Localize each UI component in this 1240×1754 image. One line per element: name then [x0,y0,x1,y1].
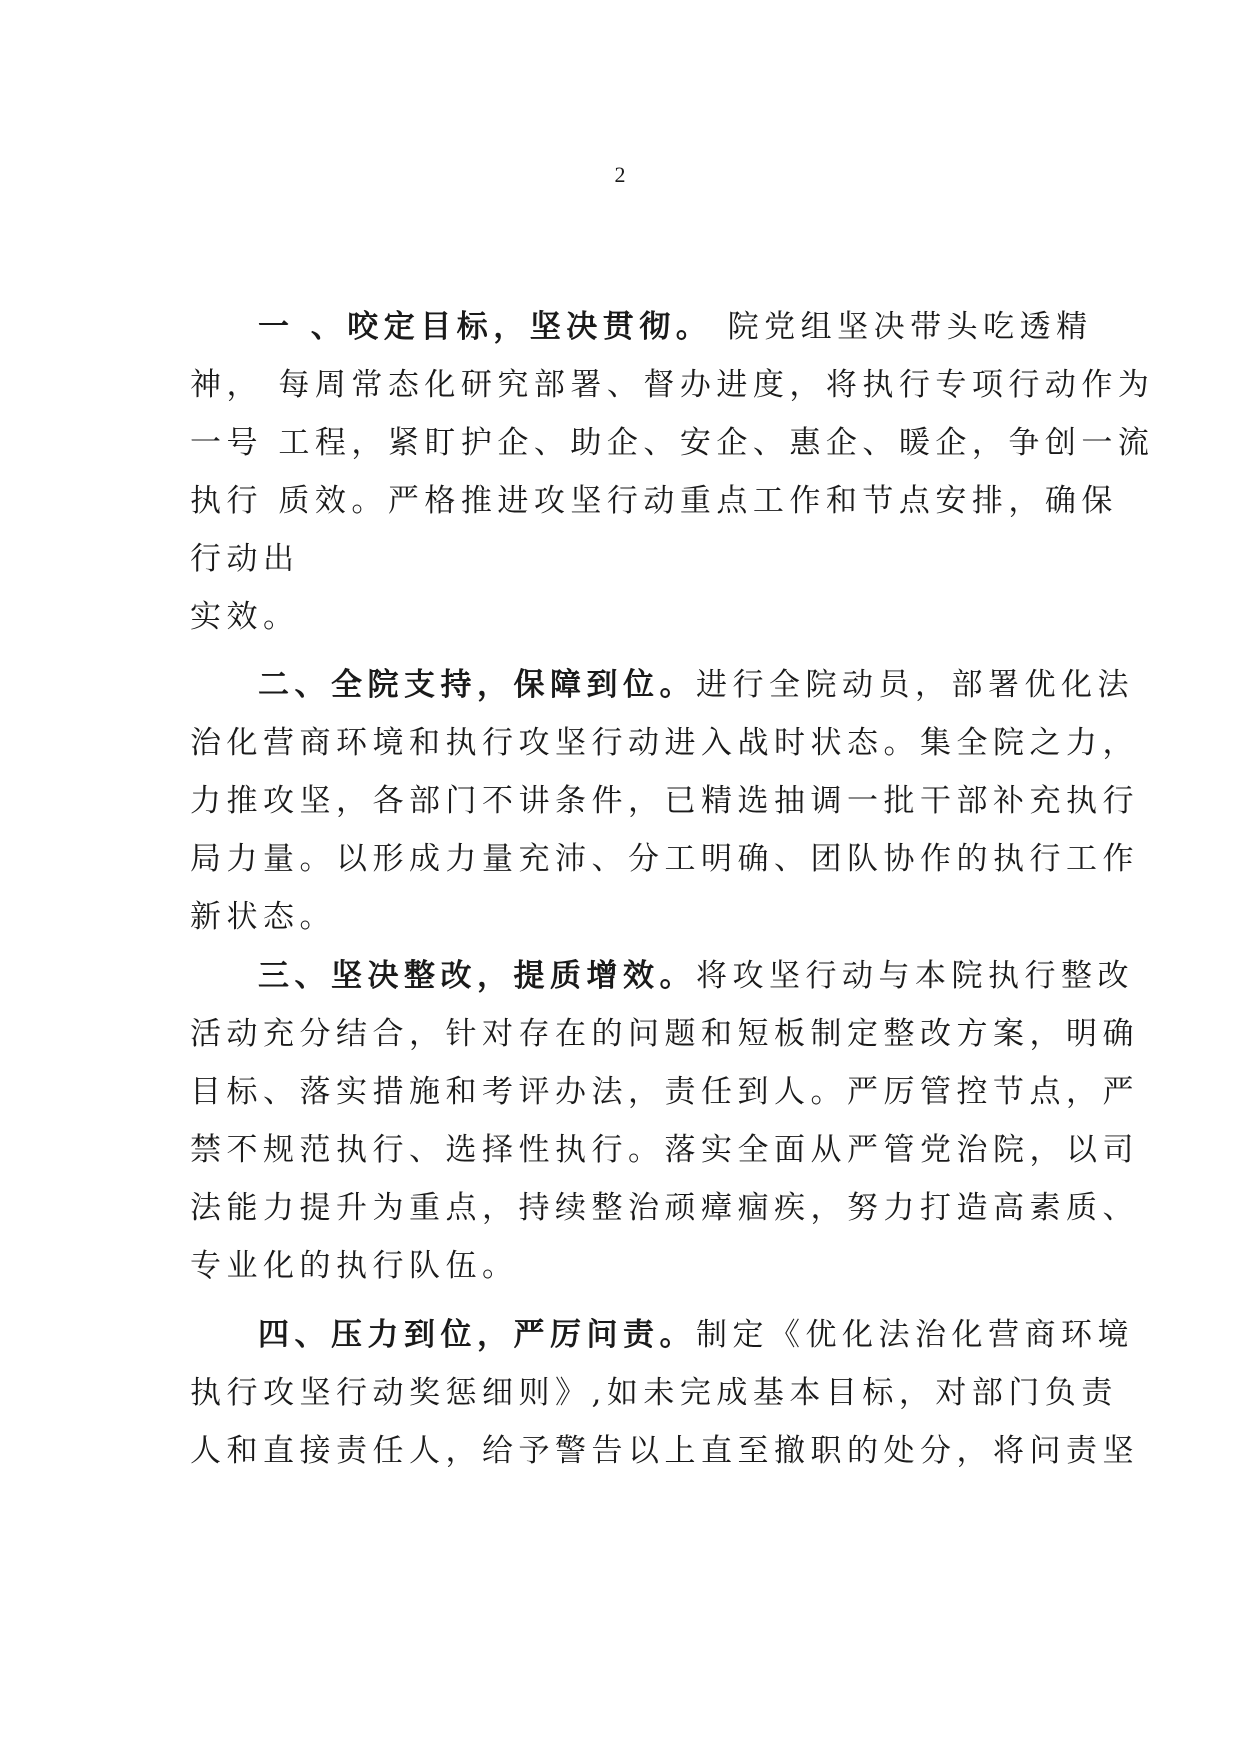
section-1-line-6: 实效。 [190,599,300,635]
section-4-line-1 [190,1306,1134,1364]
section-4-text: 制定《优化法治化营商环境 [696,1317,1134,1353]
section-1-line-5: 行动出 [190,541,300,577]
section-1-line-2: 神， 每周常态化研究部署、督办进度，将执行专项行动作为 [190,367,1155,403]
section-2-line-2: 治化营商环境和执行攻坚行动进入战时状态。集全院之力， [190,725,1139,761]
page-number: 2 [614,162,626,187]
section-4-heading: 四、压力到位，严厉问责。 [258,1317,696,1353]
section-2-text: 进行全院动员，部署优化法 [696,667,1134,703]
section-2-heading: 二、全院支持，保障到位。 [258,667,696,703]
section-3-line-3: 目标、落实措施和考评办法，责任到人。严厉管控节点，严 [190,1074,1139,1110]
section-1-heading: 一 、咬定目标，坚决贯彻。 [258,309,713,345]
section-3-line-6: 专业化的执行队伍。 [190,1248,519,1284]
section-3 [190,947,1139,1295]
section-2-line-5: 新状态。 [190,899,336,935]
section-2-line-1 [190,656,1134,714]
section-2 [190,656,1139,946]
section-1-line-4: 执行 质效。严格推进攻坚行动重点工作和节点安排，确保 [190,483,1118,519]
section-3-line-5: 法能力提升为重点，持续整治顽瘴痼疾，努力打造高素质、 [190,1190,1139,1226]
section-1 [190,298,1155,646]
section-3-line-2: 活动充分结合，针对存在的问题和短板制定整改方案，明确 [190,1016,1139,1052]
section-1-text: 院党组坚决带头吃透精 [712,309,1093,345]
section-4-line-3: 人和直接责任人，给予警告以上直至撤职的处分，将问责坚 [190,1433,1139,1469]
section-2-line-4: 局力量。以形成力量充沛、分工明确、团队协作的执行工作 [190,841,1139,877]
section-3-heading: 三、坚决整改，提质增效。 [258,958,696,994]
section-1-line-1 [190,298,1093,356]
section-1-line-3: 一号 工程，紧盯护企、助企、安企、惠企、暖企，争创一流 [190,425,1155,461]
section-4 [190,1306,1139,1480]
section-3-line-1 [190,947,1134,1005]
section-3-line-4: 禁不规范执行、选择性执行。落实全面从严管党治院，以司 [190,1132,1139,1168]
section-2-line-3: 力推攻坚，各部门不讲条件，已精选抽调一批干部补充执行 [190,783,1139,819]
section-3-text: 将攻坚行动与本院执行整改 [696,958,1134,994]
section-4-line-2: 执行攻坚行动奖惩细则》,如未完成基本目标，对部门负责 [190,1375,1118,1411]
